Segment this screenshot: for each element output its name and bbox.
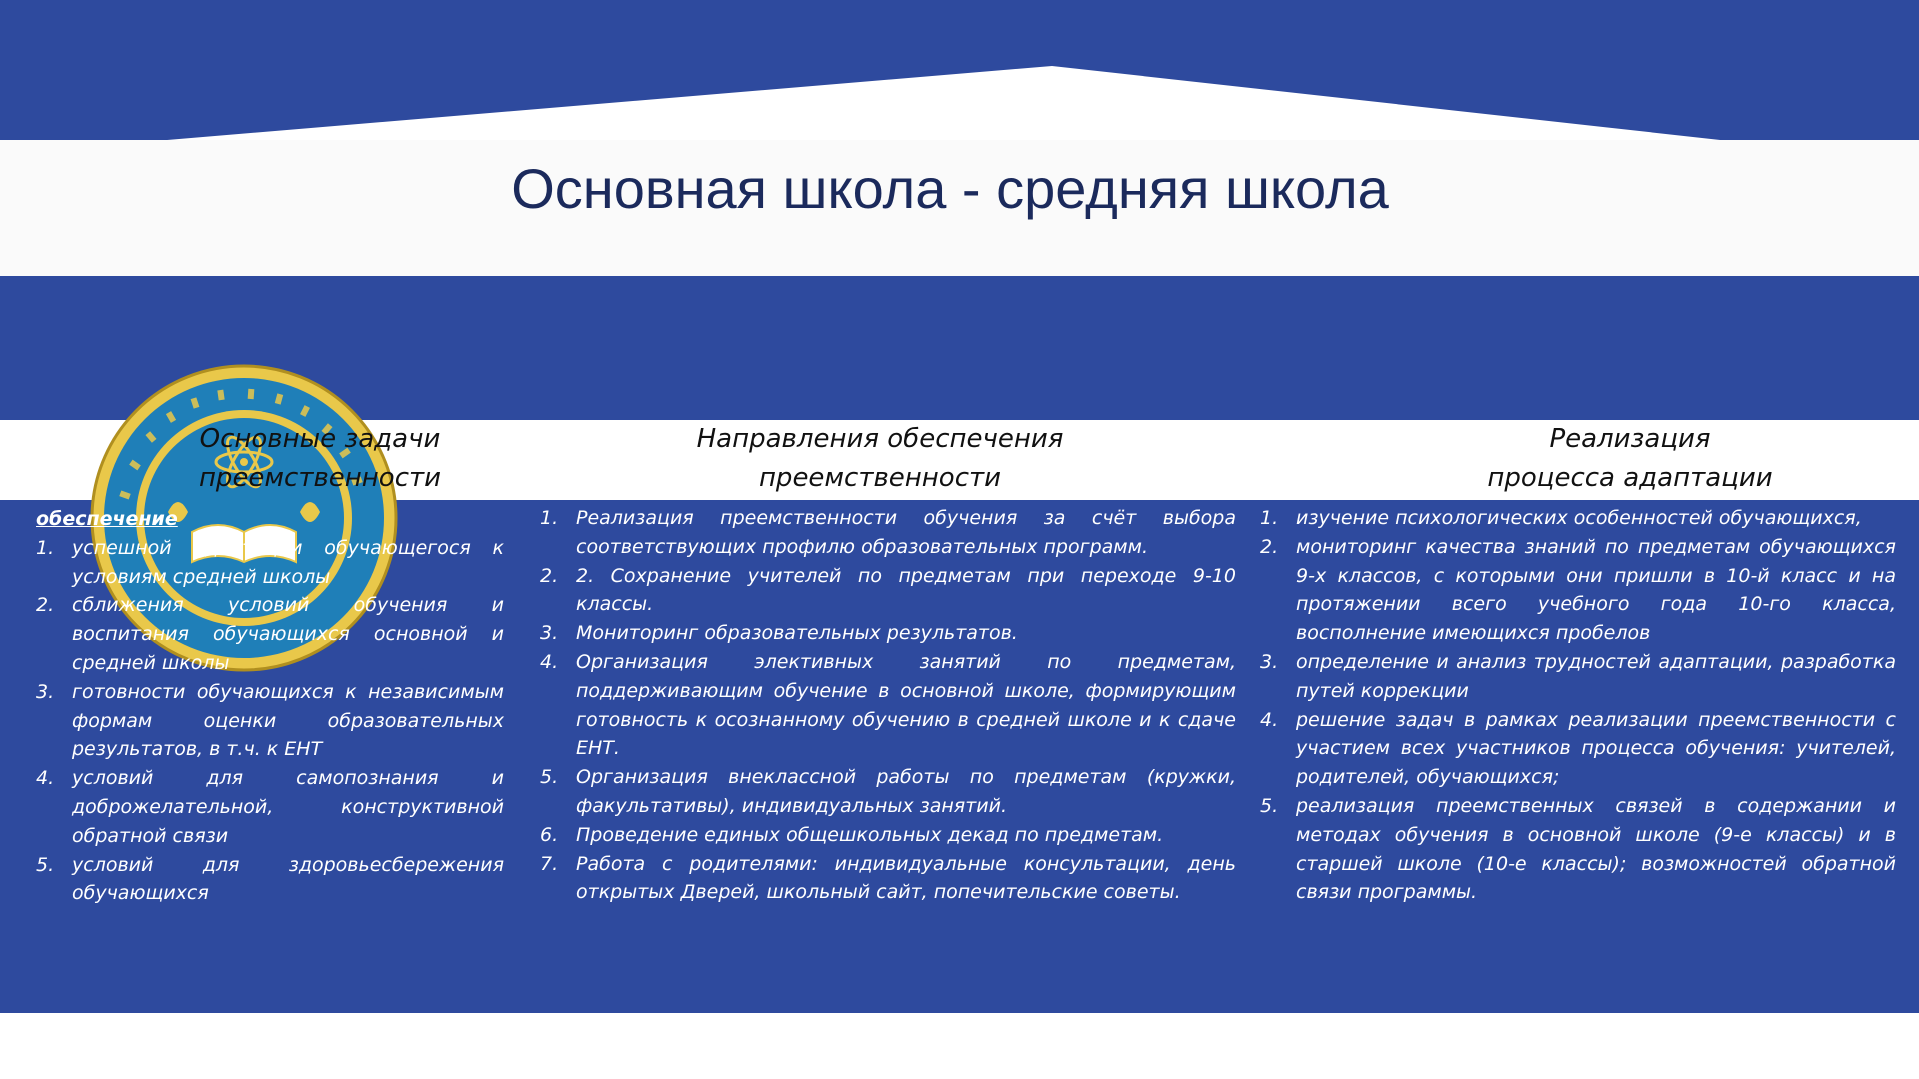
column-directions bbox=[540, 504, 1236, 907]
list-item: 2. сближения условий обучения и воспитания обучающихся основной и средней школы bbox=[36, 594, 504, 674]
heading-line: Направления обеспечения bbox=[696, 424, 1064, 454]
list-item: 1. успешной адаптации обучающегося к условиям средней школы bbox=[36, 536, 504, 588]
list-item: 3. Мониторинг образовательных результатов. bbox=[540, 622, 1018, 645]
list-item: 1. Реализация преемственности обучения за счёт выбора соответствующих профилю образовательных программ. bbox=[540, 507, 1236, 558]
column-heading-tasks bbox=[150, 420, 490, 498]
tasks-list bbox=[36, 534, 504, 908]
list-item: 4. Организация элективных занятий по предметам, поддерживающим обучение в основной школе, формирующим готовность к осознанному обучению в средней школе и к сдаче ЕНТ. bbox=[540, 650, 1236, 760]
list-item: 7. Работа с родителями: индивидуальные консультации, день открытых Дверей, школьный сайт, попечительские советы. bbox=[540, 852, 1236, 904]
heading-line: Реализация bbox=[1549, 424, 1711, 454]
list-item: 6. Проведение единых общешкольных декад по предметам. bbox=[540, 823, 1164, 846]
column-heading-directions bbox=[640, 420, 1120, 498]
list-item: 4. решение задач в рамках реализации преемственности с участием всех участников процесса обучения: учителей, родителей, обучающихся; bbox=[1260, 708, 1896, 789]
heading-line: процесса адаптации bbox=[1487, 463, 1773, 493]
directions-list bbox=[540, 504, 1236, 907]
list-item: 5. реализация преемственных связей в содержании и методах обучения в основной школе (9-е классы) и в старшей школе (10-е классы); возможностей обратной связи программы. bbox=[1260, 794, 1896, 904]
column-label: обеспечение bbox=[36, 508, 178, 530]
list-item: 4. условий для самопознания и доброжелательной, конструктивной обратной связи bbox=[36, 767, 504, 847]
column-adaptation bbox=[1260, 504, 1896, 907]
column-heading-adaptation bbox=[1460, 420, 1800, 498]
heading-line: преемственности bbox=[758, 463, 1002, 493]
page-title: Основная школа - средняя школа bbox=[511, 157, 1389, 220]
column-tasks bbox=[36, 505, 504, 908]
list-item: 5. Организация внеклассной работы по предметам (кружки, факультативы), индивидуальных занятий. bbox=[540, 766, 1236, 817]
adaptation-list bbox=[1260, 504, 1896, 907]
list-item: 3. определение и анализ трудностей адаптации, разработка путей коррекции bbox=[1260, 650, 1896, 702]
list-item: 1. изучение психологических особенностей обучающихся, bbox=[1260, 507, 1862, 529]
list-item: 3. готовности обучающихся к независимым формам оценки образовательных результатов, в т.ч. к ЕНТ bbox=[36, 680, 504, 761]
list-item: 5. условий для здоровьесбережения обучающихся bbox=[36, 853, 504, 905]
heading-line: преемственности bbox=[198, 463, 442, 493]
heading-line: Основные задачи bbox=[199, 424, 441, 454]
list-item: 2. мониторинг качества знаний по предметам обучающихся 9-х классов, с которыми они пришли в 10-й класс и на протяжении всего учебного года 10-го класса, восполнение имеющихся пробелов bbox=[1260, 535, 1896, 645]
list-item: 2. 2. Сохранение учителей по предметам при переходе 9-10 классы. bbox=[540, 564, 1236, 616]
